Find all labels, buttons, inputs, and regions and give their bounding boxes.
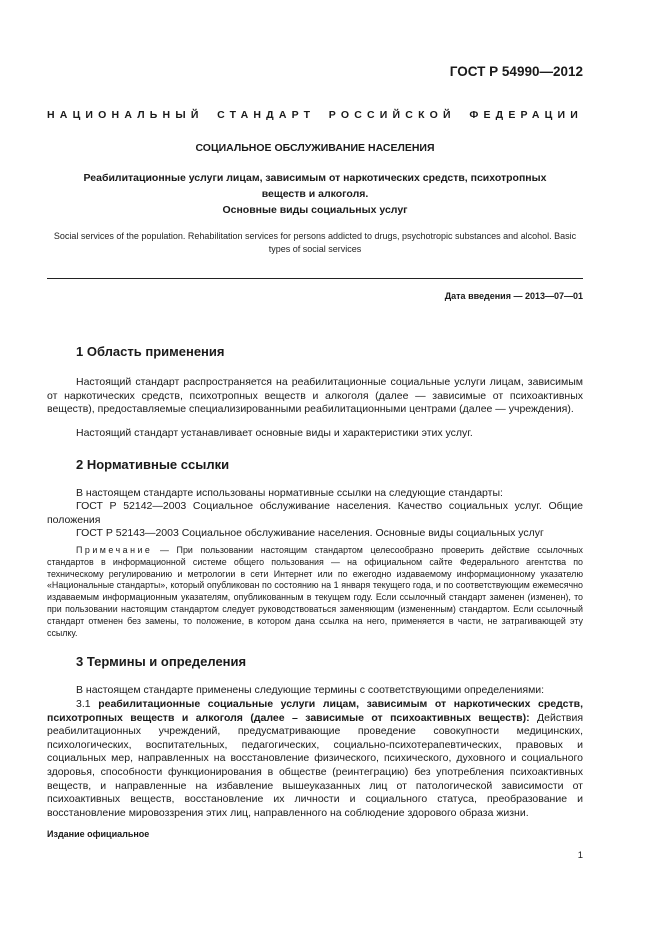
title-line: Реабилитационные услуги лицам, зависимым от наркотических средств, психотропных bbox=[83, 172, 547, 184]
section-heading-scope: 1 Область применения bbox=[76, 344, 225, 359]
note-text: — При пользовании настоящим стандартом целесообразно проверить действие ссылочных стандартов в информационной системе общего пользования — на официальном сайте Федерального агентства по техническому регулированию и метрологии в сети Интернет или по ежегодно издаваемому информационному указателю «Национальные стандарты», который опубликован по состоянию на 1 января текущего года, и по соответствующим ежемесячно издаваемым информационным указателям, опубликованным в текущем году. Если ссылочный стандарт заменен (изменен), то при пользовании настоящим стандартом следует руководствоваться заменяющим (измененным) стандартом. Если ссылочный стандарт отменен без замены, то положение, в котором дана ссылка на него, применяется в части, не затрагивающей эту ссылку. bbox=[47, 545, 583, 638]
definition-text: Действия реабилитационных учреждений, предусматривающие проведение совокупности медицинских, психологических, воспитательных, педагогических, социально-психотерапевтических, правовых и социальных мер, направленных на восстановление физического, психического, духовного и социального здоровья, способности функционирования в обществе (реинтеграцию) без употребления психоактивных веществ, и направленные на избавление вышеуказанных лиц от патологической зависимости от психоактивных веществ, восстановление их личности и социального статуса, преобразование и восстановление мировоззрения этих лиц, направленного на соблюдение здорового образа жизни. bbox=[47, 711, 584, 819]
title-line: веществ и алкоголя. bbox=[261, 188, 369, 200]
national-standard-banner bbox=[47, 109, 583, 121]
term-number: 3.1 bbox=[76, 698, 99, 710]
standard-category: СОЦИАЛЬНОЕ ОБСЛУЖИВАНИЕ НАСЕЛЕНИЯ bbox=[195, 142, 435, 154]
reference-item: ГОСТ Р 52143—2003 Социальное обслуживание населения. Основные виды социальных услуг bbox=[76, 527, 544, 539]
banner-word: РОССИЙСКОЙ bbox=[328, 109, 456, 121]
banner-word: СТАНДАРТ bbox=[217, 109, 316, 121]
paragraph: Настоящий стандарт распространяется на реабилитационные социальные услуги лицам, зависимым от наркотических средств, психотропных веществ и алкоголя (далее — зависимые от психоактивных веществ), предоставляемые специализированными реабилитационными центрами (далее — учреждения). bbox=[47, 376, 583, 416]
divider bbox=[47, 278, 583, 279]
edition-label: Издание официальное bbox=[47, 829, 150, 839]
section-heading-terms: 3 Термины и определения bbox=[76, 654, 247, 669]
introduction-date: Дата введения — 2013—07—01 bbox=[444, 291, 583, 301]
section-heading-references: 2 Нормативные ссылки bbox=[76, 457, 230, 472]
term: реабилитационные социальные услуги лицам, зависимым от наркотических средств, психотропных веществ и алкоголя (далее – зависимые от психоактивных веществ): bbox=[47, 698, 584, 724]
page-number: 1 bbox=[577, 850, 583, 861]
english-title: Social services of the population. Rehabilitation services for persons addicted to drugs, psychotropic substances and alcohol. Basic types of social services bbox=[53, 231, 577, 254]
reference-item: ГОСТ Р 52142—2003 Социальное обслуживание населения. Качество социальных услуг. Общие положения bbox=[47, 500, 583, 526]
note bbox=[47, 545, 583, 639]
paragraph: Настоящий стандарт устанавливает основные виды и характеристики этих услуг. bbox=[76, 427, 473, 439]
term-definition bbox=[47, 698, 583, 820]
banner-word: ФЕДЕРАЦИИ bbox=[469, 109, 583, 121]
note-label: Примечание bbox=[76, 545, 153, 555]
paragraph: В настоящем стандарте применены следующие термины с соответствующими определениями: bbox=[76, 684, 545, 696]
gost-code: ГОСТ Р 54990—2012 bbox=[449, 64, 583, 79]
paragraph: В настоящем стандарте использованы нормативные ссылки на следующие стандарты: bbox=[76, 487, 503, 499]
standard-title bbox=[47, 170, 583, 218]
banner-word: НАЦИОНАЛЬНЫЙ bbox=[47, 109, 204, 121]
title-line: Основные виды социальных услуг bbox=[222, 204, 408, 216]
